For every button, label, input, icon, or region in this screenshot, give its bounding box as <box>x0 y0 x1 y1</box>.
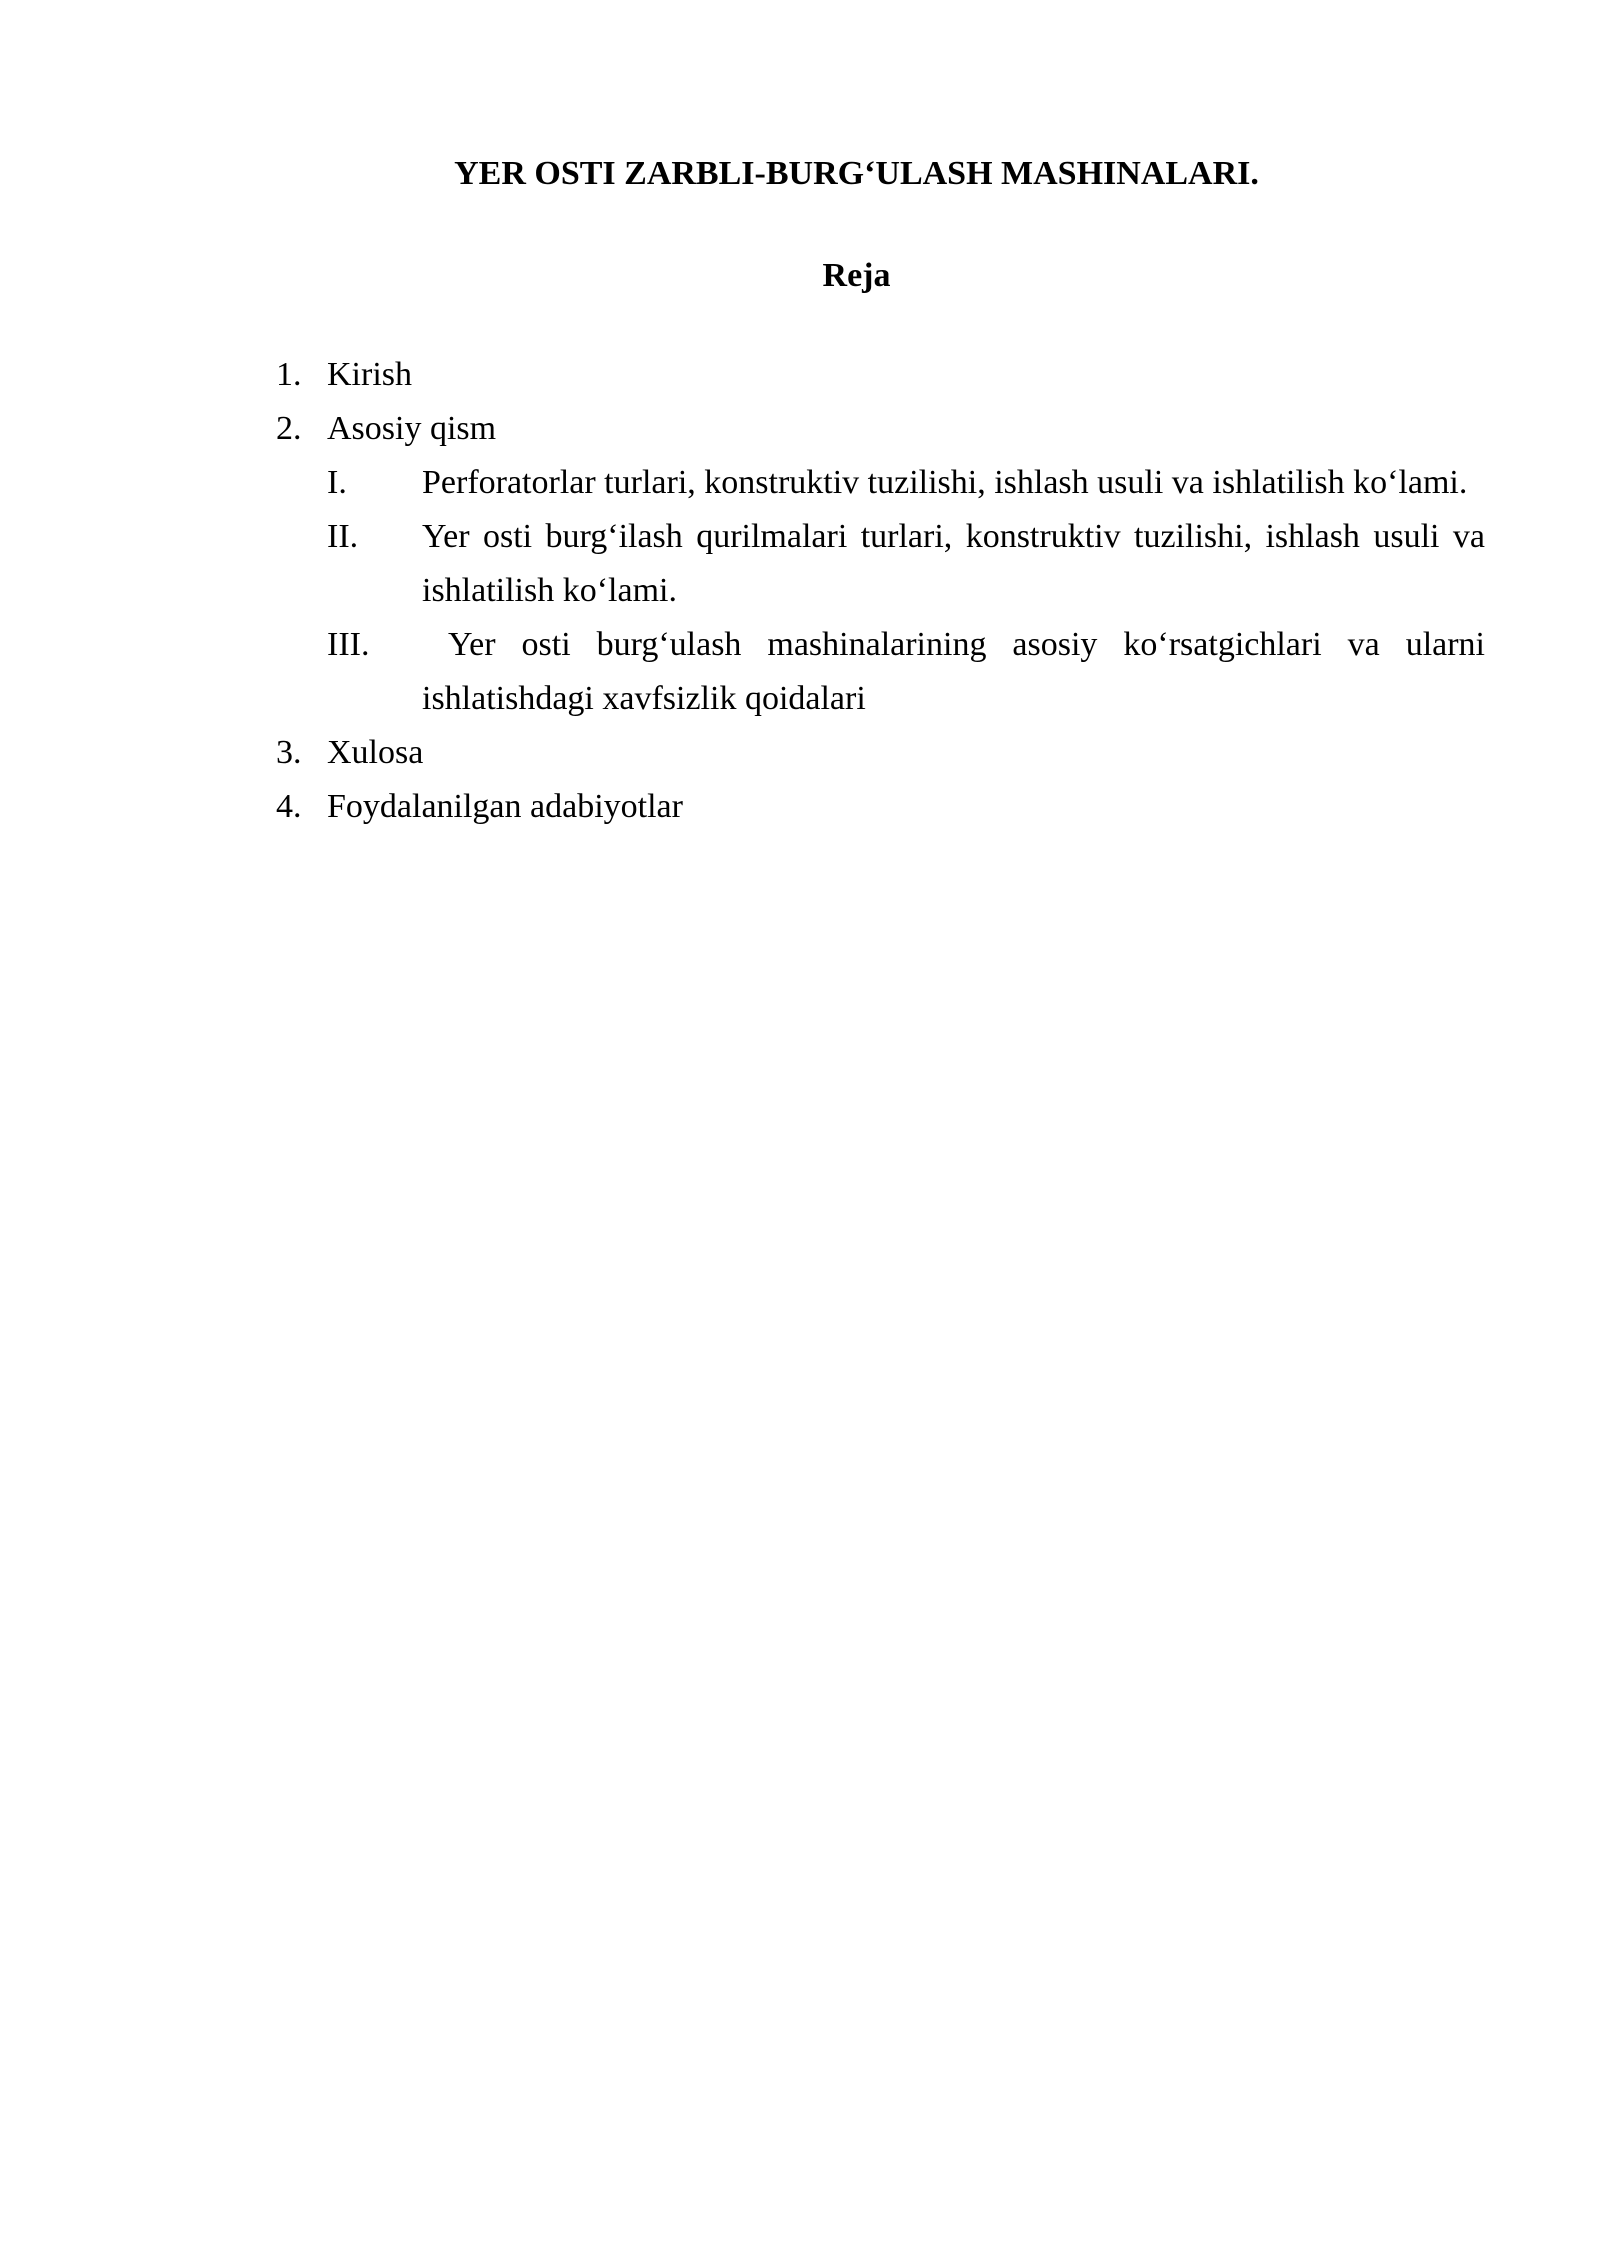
sub-list-item-number: I. <box>327 464 347 501</box>
list-item <box>0 726 1600 780</box>
list-item-text: Kirish <box>327 356 412 393</box>
sub-list-item-text: Perforatorlar turlari, konstruktiv tuzilishi, ishlash usuli va ishlatilish ko‘lami. <box>422 464 1468 501</box>
list-item-number: 2. <box>276 410 302 447</box>
sub-list-item <box>0 456 1600 510</box>
list-item-text: Xulosa <box>327 734 424 771</box>
plan-list <box>0 348 1600 834</box>
sub-list-item-number: II. <box>327 518 359 555</box>
list-item <box>0 780 1600 834</box>
sub-list-item <box>0 510 1600 618</box>
sub-list-item <box>0 618 1600 726</box>
list-item-text: Foydalanilgan adabiyotlar <box>327 788 683 825</box>
list-item-number: 1. <box>276 356 302 393</box>
list-item-number: 4. <box>276 788 302 825</box>
list-item-number: 3. <box>276 734 302 771</box>
sub-list-item-number: III. <box>327 626 370 663</box>
list-item-text: Asosiy qism <box>327 410 497 447</box>
list-item <box>0 348 1600 402</box>
sub-list-item-text: Yer osti burg‘ulash mashinalarining asosiy ko‘rsatgichlari va ularni ishlatishdagi xavfsizlik qoidalari <box>422 626 1494 717</box>
plan-heading: Reja <box>822 257 891 294</box>
document-title: YER OSTI ZARBLI-BURG‘ULASH MASHINALARI. <box>454 155 1259 192</box>
list-item <box>0 402 1600 456</box>
sub-list-item-text: Yer osti burg‘ilash qurilmalari turlari, konstruktiv tuzilishi, ishlash usuli va ishlatilish ko‘lami. <box>422 518 1485 609</box>
